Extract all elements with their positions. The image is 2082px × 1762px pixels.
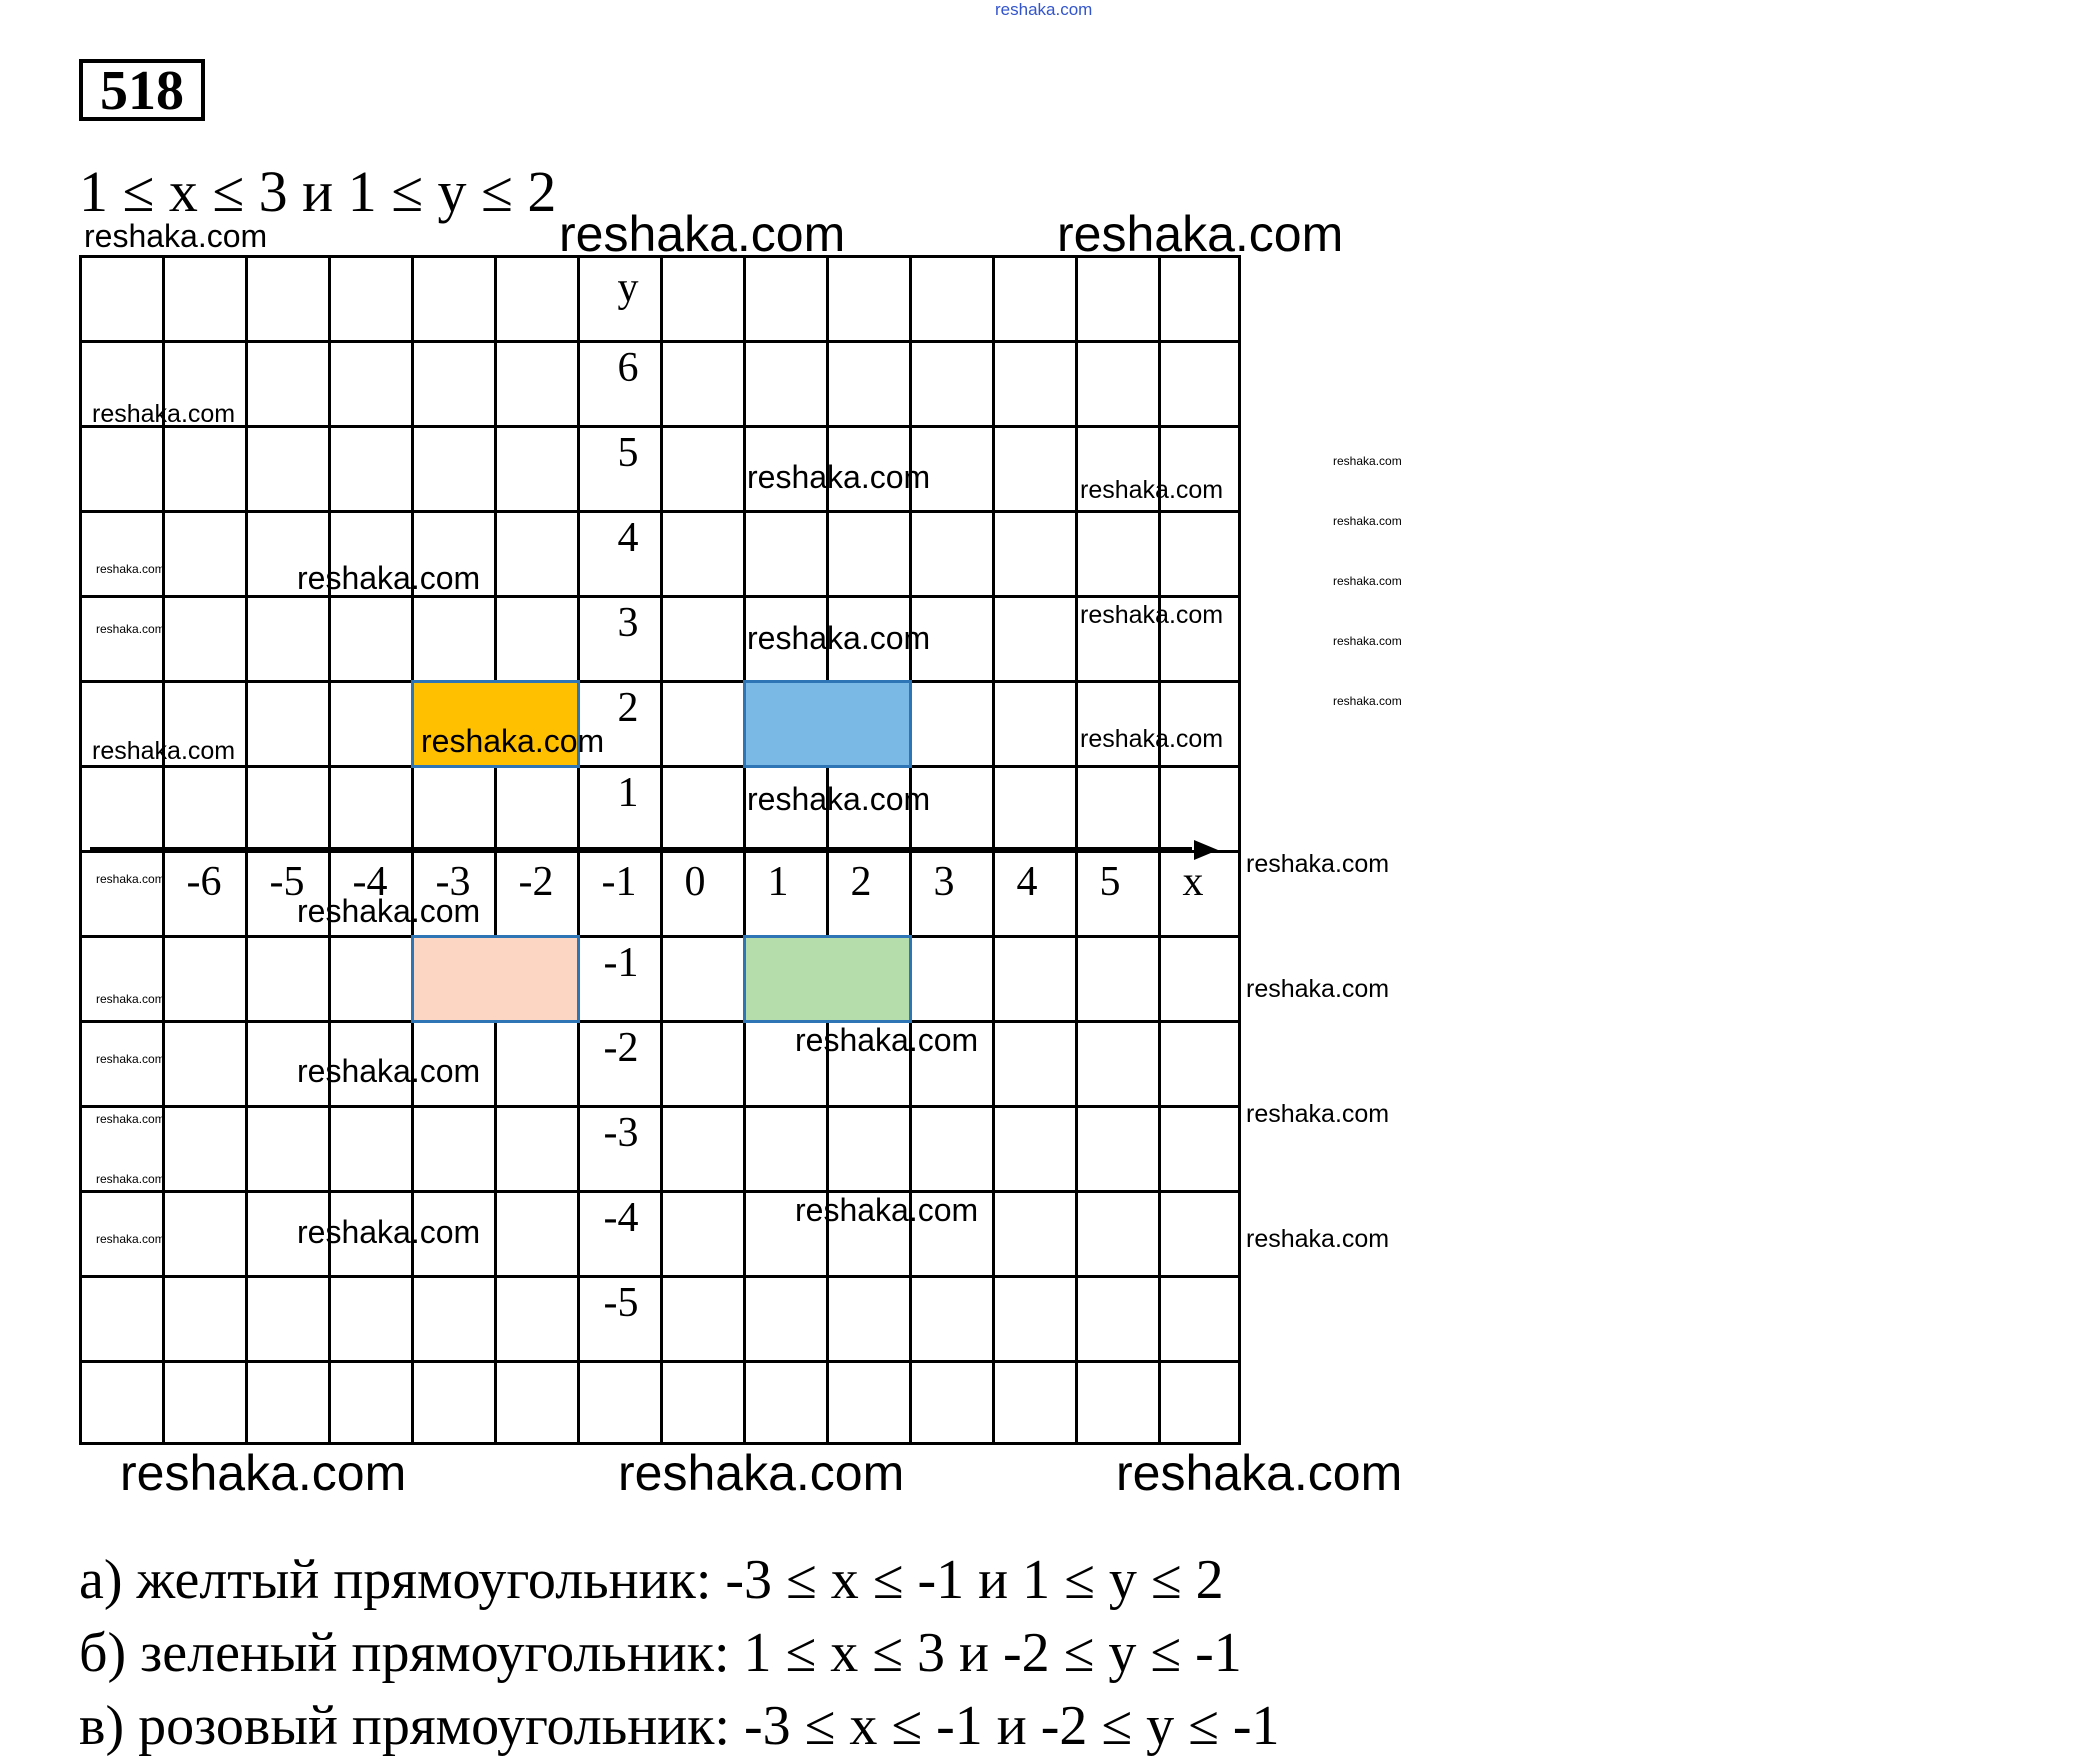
x-tick-label: -3	[435, 859, 471, 905]
watermark: reshaka.com	[1246, 850, 1390, 878]
y-tick-label: -3	[603, 1110, 639, 1156]
watermark: reshaka.com	[96, 1232, 165, 1246]
x-tick-label: -2	[518, 859, 554, 905]
x-tick-label: 1	[767, 859, 789, 905]
watermark: reshaka.com	[559, 206, 846, 262]
watermark: reshaka.com	[1057, 206, 1344, 262]
watermark: reshaka.com	[92, 400, 236, 428]
watermark: reshaka.com	[1333, 634, 1402, 648]
x-axis-label: x	[1182, 859, 1204, 905]
watermark: reshaka.com	[747, 459, 931, 495]
watermark: reshaka.com	[96, 1172, 165, 1186]
problem-condition: 1 ≤ x ≤ 3 и 1 ≤ y ≤ 2	[79, 159, 557, 224]
watermark: reshaka.com	[1246, 1100, 1390, 1128]
watermark: reshaka.com	[1333, 574, 1402, 588]
watermark: reshaka.com	[297, 1053, 481, 1089]
y-tick-label: -4	[603, 1195, 639, 1241]
watermark: reshaka.com	[1246, 1225, 1390, 1253]
watermark: reshaka.com	[1116, 1445, 1403, 1501]
watermark: reshaka.com	[1333, 694, 1402, 708]
x-tick-label: -1	[601, 859, 637, 905]
watermark: reshaka.com	[795, 1192, 979, 1228]
answer-a: а) желтый прямоугольник: -3 ≤ x ≤ -1 и 1 ≤ y ≤ 2	[79, 1549, 1224, 1611]
watermark: reshaka.com	[795, 1022, 979, 1058]
watermark: reshaka.com	[1080, 601, 1224, 629]
x-tick-label: 0	[684, 859, 706, 905]
y-axis-label: y	[617, 265, 639, 311]
answer-c: в) розовый прямоугольник: -3 ≤ x ≤ -1 и -2 ≤ y ≤ -1	[79, 1695, 1280, 1757]
watermark: reshaka.com	[1333, 454, 1402, 468]
watermark: reshaka.com	[96, 622, 165, 636]
watermark: reshaka.com	[421, 723, 605, 759]
watermark: reshaka.com	[96, 992, 165, 1006]
watermark: reshaka.com	[1080, 476, 1224, 504]
watermark: reshaka.com	[96, 1112, 165, 1126]
answer-b: б) зеленый прямоугольник: 1 ≤ x ≤ 3 и -2 ≤ y ≤ -1	[79, 1622, 1242, 1684]
x-tick-label: 5	[1099, 859, 1121, 905]
x-axis-arrow	[82, 258, 1244, 1448]
watermark: reshaka.com	[1246, 975, 1390, 1003]
watermark: reshaka.com	[297, 560, 481, 596]
y-tick-label: 2	[617, 685, 639, 731]
watermark: reshaka.com	[1080, 725, 1224, 753]
problem-number: 518	[79, 59, 205, 121]
y-tick-label: -5	[603, 1280, 639, 1326]
watermark: reshaka.com	[96, 1052, 165, 1066]
x-tick-label: 4	[1016, 859, 1038, 905]
watermark-top: reshaka.com	[995, 0, 1093, 19]
y-tick-label: 3	[617, 600, 639, 646]
watermark: reshaka.com	[297, 1214, 481, 1250]
x-tick-label: -5	[269, 859, 305, 905]
watermark: reshaka.com	[92, 737, 236, 765]
watermark: reshaka.com	[96, 872, 165, 886]
watermark: reshaka.com	[747, 620, 931, 656]
y-tick-label: 5	[617, 430, 639, 476]
watermark: reshaka.com	[747, 781, 931, 817]
watermark: reshaka.com	[96, 562, 165, 576]
y-tick-label: 6	[617, 345, 639, 391]
y-tick-label: 1	[617, 770, 639, 816]
coordinate-grid	[79, 255, 1241, 1445]
watermark: reshaka.com	[297, 893, 481, 929]
watermark: reshaka.com	[120, 1445, 407, 1501]
x-tick-label: 2	[850, 859, 872, 905]
watermark: reshaka.com	[618, 1445, 905, 1501]
x-tick-label: 3	[933, 859, 955, 905]
watermark: reshaka.com	[1333, 514, 1402, 528]
y-tick-label: 4	[617, 515, 639, 561]
watermark: reshaka.com	[84, 218, 268, 254]
x-tick-label: -6	[186, 859, 222, 905]
y-tick-label: -2	[603, 1025, 639, 1071]
y-tick-label: -1	[603, 940, 639, 986]
x-tick-label: -4	[352, 859, 388, 905]
